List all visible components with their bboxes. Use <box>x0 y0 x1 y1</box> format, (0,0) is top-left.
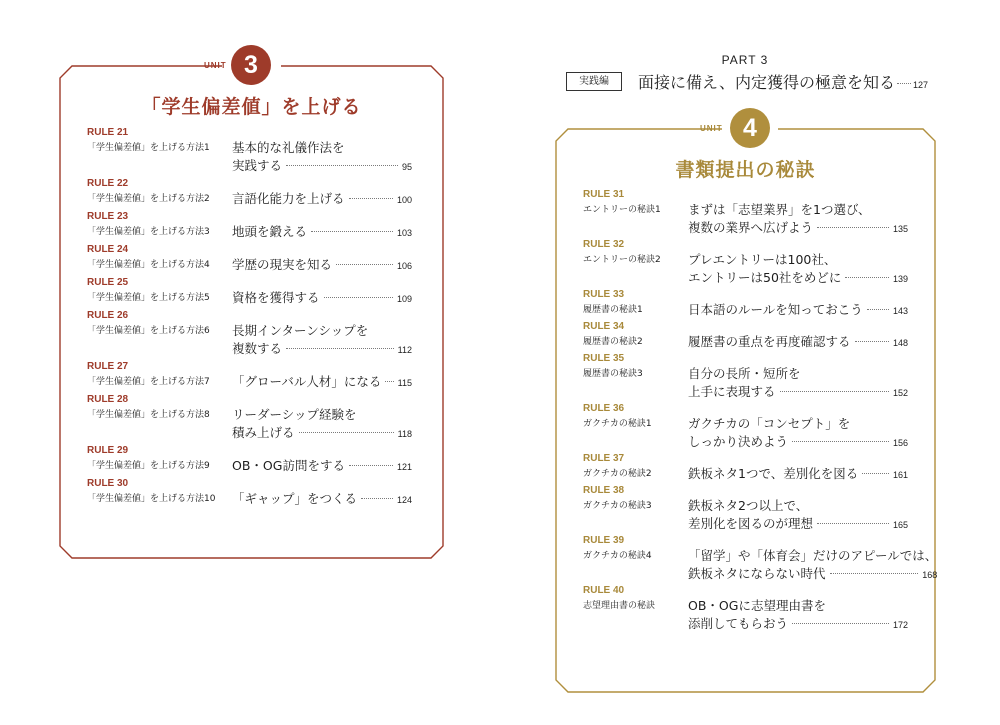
unit-title: 書類提出の秘訣 <box>675 159 816 181</box>
rule-number: RULE 38 <box>583 485 625 496</box>
leader-dots <box>897 83 911 84</box>
rule-title-text: まずは「志望業界」を1つ選び、 <box>688 202 871 217</box>
rule-category: 「学生偏差値」を上げる方法9 <box>87 461 210 471</box>
rule-number: RULE 25 <box>87 277 129 288</box>
rule-number: RULE 24 <box>87 244 129 255</box>
leader-dots <box>780 391 889 392</box>
rule-number: RULE 32 <box>583 239 625 250</box>
page-number: 165 <box>892 520 908 530</box>
rule-title-text: しっかり決めよう <box>688 434 789 449</box>
rule-category: エントリーの秘訣1 <box>583 205 661 215</box>
toc-entry[interactable] <box>87 276 412 307</box>
toc-entry[interactable] <box>87 360 412 391</box>
leader-dots <box>830 573 919 574</box>
leader-dots <box>336 264 393 265</box>
rule-number: RULE 31 <box>583 189 625 200</box>
page-number: 118 <box>397 429 412 439</box>
rule-title-text: 実践する <box>232 158 283 173</box>
page-number: 115 <box>397 378 412 388</box>
leader-dots <box>324 297 393 298</box>
rule-title-text: OB・OG訪問をする <box>232 458 345 473</box>
toc-entry[interactable] <box>583 320 908 351</box>
leader-dots <box>361 498 393 499</box>
page-number: 168 <box>922 570 938 580</box>
rule-title-text: 日本語のルールを知っておこう <box>688 302 863 317</box>
rule-title-text: 「グローバル人材」になる <box>232 374 382 389</box>
rule-title-text: 鉄板ネタ1つで、差別化を図る <box>688 466 859 481</box>
rule-category: ガクチカの秘訣1 <box>583 419 652 429</box>
unit-number-badge: 3 <box>231 45 271 85</box>
rule-category: 「学生偏差値」を上げる方法8 <box>87 410 210 420</box>
rule-title-text: 言語化能力を上げる <box>232 191 345 206</box>
toc-entry[interactable] <box>87 126 412 175</box>
rule-title-text: 積み上げる <box>232 425 295 440</box>
rule-title-text: 鉄板ネタ2つ以上で、 <box>688 498 809 513</box>
rule-title-text: 差別化を図るのが理想 <box>688 516 814 531</box>
rule-category: 「学生偏差値」を上げる方法3 <box>87 227 210 237</box>
rule-title-text: 複数の業界へ広げよう <box>688 220 814 235</box>
rule-title-text: 履歴書の重点を再度確認する <box>688 334 851 349</box>
rule-title-text: 鉄板ネタにならない時代 <box>688 566 826 581</box>
rule-category: ガクチカの秘訣2 <box>583 469 652 479</box>
toc-entry[interactable] <box>87 393 412 442</box>
page-number: 152 <box>892 388 908 398</box>
rule-category: 履歴書の秘訣3 <box>583 369 643 379</box>
page-number: 161 <box>892 470 908 480</box>
toc-entry[interactable] <box>87 444 412 475</box>
leader-dots <box>349 465 393 466</box>
rule-category: エントリーの秘訣2 <box>583 255 661 265</box>
rule-category: ガクチカの秘訣4 <box>583 551 652 561</box>
rule-title-text: 基本的な礼儀作法を <box>232 140 345 155</box>
rule-category: 「学生偏差値」を上げる方法1 <box>87 143 210 153</box>
leader-dots <box>792 623 889 624</box>
rule-number: RULE 23 <box>87 211 129 222</box>
part-badge: 実践編 <box>566 72 622 91</box>
toc-entry[interactable] <box>583 288 908 319</box>
rule-title-text: エントリーは50社をめどに <box>688 270 842 285</box>
rule-category: 「学生偏差値」を上げる方法10 <box>87 494 216 504</box>
rule-number: RULE 36 <box>583 403 625 414</box>
rule-category: 「学生偏差値」を上げる方法7 <box>87 377 210 387</box>
page-number: 172 <box>892 620 908 630</box>
toc-entry[interactable] <box>583 452 908 483</box>
rule-category: 「学生偏差値」を上げる方法4 <box>87 260 210 270</box>
page-number: 106 <box>396 261 412 271</box>
rule-title-text: 自分の長所・短所を <box>688 366 801 381</box>
toc-entry[interactable] <box>87 309 412 358</box>
toc-entry[interactable] <box>87 210 412 241</box>
page-number: 95 <box>401 162 412 172</box>
leader-dots <box>845 277 889 278</box>
page-number: 121 <box>396 462 412 472</box>
leader-dots <box>867 309 889 310</box>
toc-entry[interactable] <box>583 484 908 533</box>
toc-entry[interactable] <box>583 584 908 633</box>
toc-entry[interactable] <box>583 352 908 401</box>
rule-title-text: 資格を獲得する <box>232 290 320 305</box>
leader-dots <box>286 348 394 349</box>
rule-number: RULE 21 <box>87 127 129 138</box>
page-number: 100 <box>396 195 412 205</box>
page-number: 148 <box>892 338 908 348</box>
rule-title-text: 「留学」や「体育会」だけのアピールでは、 <box>688 548 938 563</box>
leader-dots <box>855 341 889 342</box>
rule-number: RULE 28 <box>87 394 129 405</box>
rule-category: ガクチカの秘訣3 <box>583 501 652 511</box>
page-number: 124 <box>396 495 412 505</box>
rule-title-text: OB・OGに志望理由書を <box>688 598 826 613</box>
rule-title-text: 学歴の現実を知る <box>232 257 333 272</box>
rule-number: RULE 22 <box>87 178 129 189</box>
rule-title-text: リーダーシップ経験を <box>232 407 357 422</box>
rule-number: RULE 35 <box>583 353 625 364</box>
rule-title-text: 複数する <box>232 341 283 356</box>
part-title: 面接に備え、内定獲得の極意を知る <box>638 73 895 92</box>
rule-number: RULE 34 <box>583 321 625 332</box>
rule-title-text: 上手に表現する <box>688 384 776 399</box>
page-number: 109 <box>396 294 412 304</box>
page-number: 156 <box>892 438 908 448</box>
rule-number: RULE 30 <box>87 478 129 489</box>
rule-number: RULE 26 <box>87 310 129 321</box>
leader-dots <box>286 165 398 166</box>
rule-title-text: 「ギャップ」をつくる <box>232 491 358 506</box>
page-number: 112 <box>397 345 412 355</box>
leader-dots <box>299 432 394 433</box>
rule-title-text: 地頭を鍛える <box>232 224 308 239</box>
rule-list <box>583 188 938 634</box>
rule-number: RULE 27 <box>87 361 129 372</box>
part-title-line <box>638 70 928 93</box>
leader-dots <box>862 473 889 474</box>
toc-entry[interactable] <box>583 238 908 287</box>
toc-entry[interactable] <box>87 243 412 274</box>
unit-label: UNIT <box>204 61 227 70</box>
leader-dots <box>385 381 393 382</box>
toc-entry[interactable] <box>583 402 908 451</box>
leader-dots <box>817 523 889 524</box>
toc-entry[interactable] <box>87 177 412 208</box>
leader-dots <box>792 441 889 442</box>
page-number: 143 <box>892 306 908 316</box>
toc-entry[interactable] <box>583 534 938 583</box>
rule-number: RULE 29 <box>87 445 129 456</box>
rule-title-text: プレエントリーは100社、 <box>688 252 837 267</box>
rule-title-text: 添削してもらおう <box>688 616 789 631</box>
rule-category: 「学生偏差値」を上げる方法5 <box>87 293 210 303</box>
page-number: 139 <box>892 274 908 284</box>
rule-list <box>87 126 412 510</box>
rule-title-text: 長期インターンシップを <box>232 323 369 338</box>
unit-title: 「学生偏差値」を上げる <box>141 96 362 118</box>
unit-label: UNIT <box>700 124 723 133</box>
rule-number: RULE 33 <box>583 289 625 300</box>
rule-category: 履歴書の秘訣2 <box>583 337 643 347</box>
unit-number-badge: 4 <box>730 108 770 148</box>
toc-entry[interactable] <box>583 188 908 237</box>
toc-entry[interactable] <box>87 477 412 508</box>
rule-title-text: ガクチカの「コンセプト」を <box>688 416 851 431</box>
rule-number: RULE 40 <box>583 585 625 596</box>
leader-dots <box>311 231 393 232</box>
rule-category: 履歴書の秘訣1 <box>583 305 643 315</box>
page-number: 135 <box>892 224 908 234</box>
page-number: 103 <box>396 228 412 238</box>
rule-number: RULE 39 <box>583 535 625 546</box>
part-page-number: 127 <box>912 80 928 90</box>
part-label: PART 3 <box>721 53 769 67</box>
rule-number: RULE 37 <box>583 453 625 464</box>
rule-category: 志望理由書の秘訣 <box>583 601 656 611</box>
leader-dots <box>817 227 889 228</box>
leader-dots <box>349 198 393 199</box>
rule-category: 「学生偏差値」を上げる方法2 <box>87 194 210 204</box>
rule-category: 「学生偏差値」を上げる方法6 <box>87 326 210 336</box>
